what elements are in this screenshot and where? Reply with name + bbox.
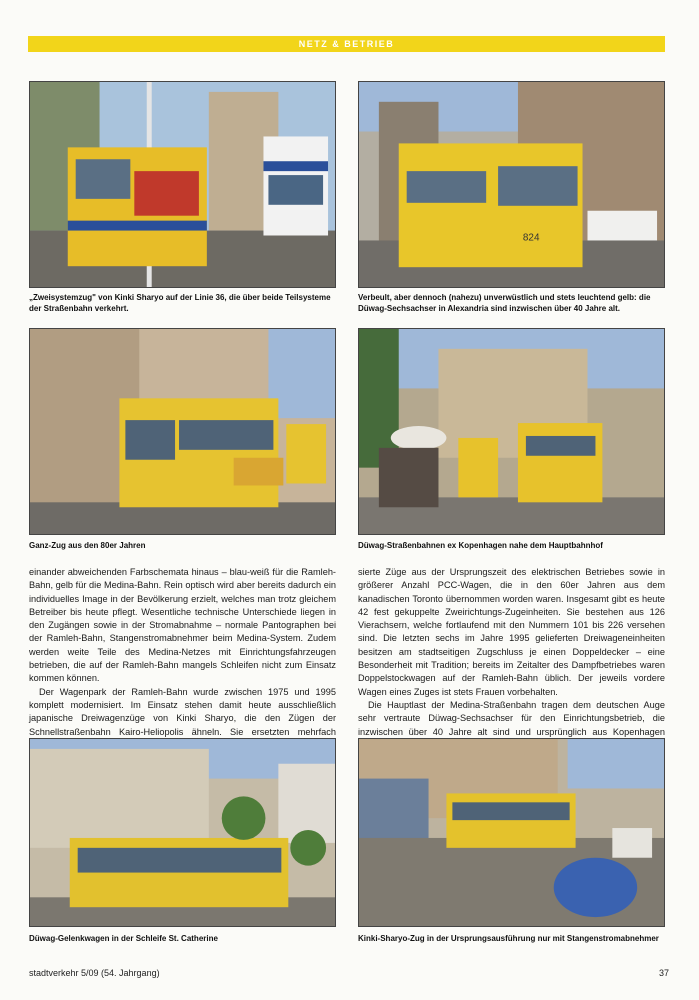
photo-2-caption: Verbeult, aber dennoch (nahezu) unverwüstlich und stets leuchtend gelb: die Düwag-Sechsachser in Alexandria sind inzwischen über 40 Jahre alt. bbox=[358, 293, 651, 313]
article-paragraph: Die Hauptlast der Medina-Straßenbahn tragen dem deutschen Auge sehr vertraute Düwag-Sechsachser für den Einrichtungsbetrieb, die inzwischen über 40 Jahre alt sind und ursprünglich aus Kopenhagen bbox=[358, 699, 665, 737]
photo-1-image bbox=[30, 82, 335, 287]
photo-duewag-sechsachser bbox=[358, 81, 665, 288]
photo-5-caption: Düwag-Gelenkwagen in der Schleife St. Catherine bbox=[29, 934, 218, 943]
article-column-right bbox=[358, 566, 665, 752]
photo-6-caption: Kinki-Sharyo-Zug in der Ursprungsausführung nur mit Stangenstromabnehmer bbox=[358, 934, 659, 943]
photo-3-caption: Ganz-Zug aus den 80er Jahren bbox=[29, 541, 146, 550]
photo-duewag-kopenhagen bbox=[358, 328, 665, 535]
photo-5-image bbox=[30, 739, 335, 926]
section-title: NETZ & BETRIEB bbox=[298, 39, 395, 49]
photo-duewag-gelenkwagen bbox=[29, 738, 336, 927]
photo-kinki-sharyo-line36 bbox=[29, 81, 336, 288]
photo-4-image bbox=[359, 329, 664, 534]
article-column-left bbox=[29, 566, 336, 752]
photo-4-caption: Düwag-Straßenbahnen ex Kopenhagen nahe dem Hauptbahnhof bbox=[358, 541, 603, 550]
article-paragraph: einander abweichenden Farbschemata hinaus – blau-weiß für die Ramleh-Bahn, gelb für die Medina-Bahn. Rein optisch wird aber bereits dadurch ein individuelles Image in der Bevölkerung erzielt, welches man trotz gleichem Betreiber bis heute pflegt. Wesentliche technische Unterschiede liegen in den Zugängen sowie in der Stromabnahme – normale Pantographen bei der Ramleh-Bahn, Stangenstromabnehmer beim Medina-System. Zudem werden weite Teile des Medina-Netzes mit Einrichtungsfahrzeugen betrieben, die auf der Ramleh-Bahn mangels Schleifen nicht zum Einsatz kommen können. bbox=[29, 567, 336, 684]
footer-publication: stadtverkehr 5/09 (54. Jahrgang) bbox=[29, 968, 160, 978]
photo-2-image bbox=[359, 82, 664, 287]
article-paragraph: sierte Züge aus der Ursprungszeit des elektrischen Betriebes sowie in größerer Anzahl PCC-Wagen, die in den 60er Jahren aus dem kanadischen Toronto übernommen worden waren. Insgesamt gibt es heute 42 fest gekuppelte Zweirichtungs-Zugeinheiten. Sie bestehen aus 126 Vierachsern, welche fortlaufend mit den Nummern 101 bis 226 versehen sind. Die letzten sechs im Jahre 1995 gelieferten Dreiwageneinheiten besitzen am stadtseitigen Zugschluss je einen Doppeldecker – eine Besonderheit mit Tradition; bereits im Zeitalter des Dampfbetriebes waren Doppelstockwagen auf der Ramleh-Bahn üblich. Der jeweils vordere Wagen eines Zuges ist stets Frauen vorbehalten. bbox=[358, 567, 665, 697]
photo-ganz-zug bbox=[29, 328, 336, 535]
photo-6-image bbox=[359, 739, 664, 926]
section-header-bar bbox=[28, 36, 665, 52]
photo-3-image bbox=[30, 329, 335, 534]
photo-kinki-sharyo-ursprung bbox=[358, 738, 665, 927]
photo-1-caption: „Zweisystemzug" von Kinki Sharyo auf der Linie 36, die über beide Teilsysteme der Straßenbahn verkehrt. bbox=[29, 293, 331, 313]
page-number: 37 bbox=[658, 968, 669, 978]
tram-plate-number: 824 bbox=[522, 232, 540, 244]
article-paragraph: Der Wagenpark der Ramleh-Bahn wurde zwischen 1975 und 1995 komplett modernisiert. Im Einsatz stehen damit heute ausschließlich japanische Dreiwagenzüge von Kinki Sharyo, die den Zügen der Schnellstraßenbahn Kairo-Heliopolis ähneln. Sie ersetzten mehrfach bbox=[29, 686, 336, 737]
